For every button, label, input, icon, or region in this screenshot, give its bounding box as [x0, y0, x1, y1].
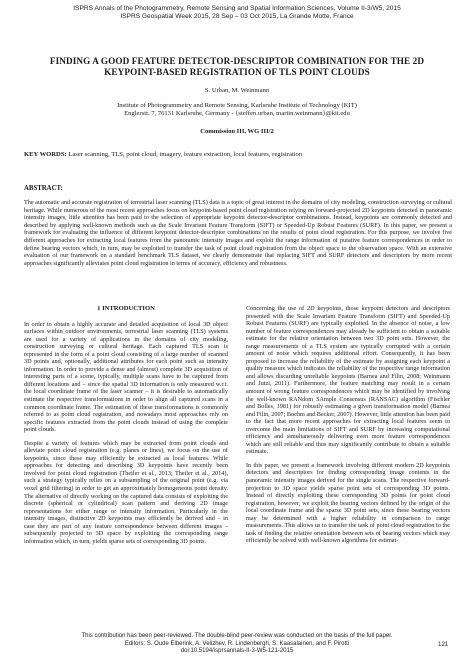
right-column	[246, 305, 450, 551]
paper-title-line-1: FINDING A GOOD FEATURE DETECTOR-DESCRIPTOR COMBINATION FOR THE 2D	[49, 56, 425, 66]
footer-line-1: This contribution has been peer-reviewed. The double-blind peer-review was conducted on the basis of the full paper.	[81, 633, 393, 639]
left-column	[24, 305, 228, 551]
keywords-text: Laser scanning, TLS, point cloud, imagery, feature extraction, local features, registration	[66, 151, 303, 158]
paper-title	[26, 56, 448, 78]
affiliation	[60, 102, 414, 118]
abstract-heading: ABSTRACT:	[24, 185, 63, 192]
commission: Commission III, WG III/2	[200, 128, 274, 135]
footer-line-2: Editors: S. Oude Elberink, A. Velizhev, R. Lindenbergh, S. Kaasalainen, and F. Pirotti	[124, 640, 350, 647]
intro-paragraph-3: Concerning the use of 2D keypoints, those keypoint detectors and descriptors presented with the Scale Invariant Feature Transform (SIFT) and Speeded-Up Robust Features (SURF) are typically exploited. In the absence of noise, a low number of feature correspondences may already be sufficient to obtain a suitable estimate for the relative orientation between two 3D point sets. However, the range measurements of a TLS system are typically corrupted with a certain amount of noise which requires additional effort. Consequently, it has been proposed to increase the reliability of the estimate by assigning each keypoint a quality measure which indicates the reliability of the respective range information and allows discarding unreliable keypoints (Barnea and Filin, 2008; Weinmann and Jutzi, 2011). Furthermore, the feature matching may result in a certain amount of wrong feature correspondences which may be identified by involving the well-known RANdom SAmple Consensus (RANSAC) algorithm (Fischler and Bolles, 1981) for robustly estimating a given transformation model (Barnea and Filin, 2007; Boehm and Becker, 2007). However, little attention has been paid to the fact that more recent approaches for extracting local features seem to overcome the main limitations of SIFT and SURF by increasing computational efficiency and simultaneously delivering even more feature correspondences which are still reliable and thus may significantly contribute to obtain a suitable estimate.	[246, 305, 450, 456]
affiliation-line-2: Englerstr. 7, 76131 Karlsruhe, Germany - {steffen.urban, martin.weinmann}@kit.edu	[124, 110, 350, 118]
keywords-label: KEY WORDS:	[24, 151, 67, 158]
footer-doi: doi:10.5194/isprsannals-II-3-W5-121-2015	[180, 648, 294, 655]
journal-header-line-1: ISPRS Annals of the Photogrammetry, Remote Sensing and Spatial Information Sciences, Volume II-3/W5, 2015	[73, 5, 401, 12]
intro-paragraph-2: Despite a variety of features which may be extracted from point clouds and alleviate point cloud registration (e.g. planes or lines), we focus on the use of keypoints, since these may efficiently be extracted as local features. While approaches for detecting and describing 3D keypoints have recently been involved for point cloud registration (Theiler et al., 2013; Theiler et al., 2014), such a strategy typically relies on a subsampling of the original point (e.g. via voxel grid filtering) in order to get an approximately homogeneous point density. The alternative of directly working on the captured data consists of exploiting the discrete (spherical or cylindrical) scan pattern and deriving 2D image representations for either range or intensity information. Particularly in the intensity images, distinctive 2D keypoints may efficiently be derived and – in case they are part of any feature correspondence between different images – subsequently projected to 3D space by exploiting the corresponding range information which, in turn, yields sparse sets of corresponding 3D points.	[24, 439, 228, 545]
authors: S. Urban, M. Weinmann	[204, 87, 270, 94]
journal-header-line-2: ISPRS Geospatial Week 2015, 28 Sep – 03 Oct 2015, La Grande Motte, France	[120, 13, 354, 20]
abstract-text: The automatic and accurate registration of terrestrial laser scanning (TLS) data is a topic of great interest in the domains of city modeling, construction surveying or cultural heritage. While numerous of the most recent approaches focus on keypoint-based point cloud registration relying on forward-projected 2D keypoints detected in panoramic intensity images, little attention has been paid to the selection of appropriate keypoint detector-descriptor combinations. Instead, keypoints are commonly detected and described by applying well-known methods such as the Scale Invariant Feature Transform (SIFT) or Speeded-Up Robust Features (SURF). In this paper, we present a framework for evaluating the influence of different keypoint detector-descriptor combinations on the results of point cloud registration. For this purpose, we involve five different approaches for extracting local features from the panoramic intensity images and exploit the range information of putative feature correspondences in order to define bearing vectors which, in turn, may be exploited to transfer the task of point cloud registration from the object space to the observation space. With an extensive evaluation of our framework on a standard benchmark TLS dataset, we clearly demonstrate that replacing SIFT and SURF detectors and descriptors by more recent approaches significantly alleviates point cloud registration in terms of accuracy, efficiency and robustness.	[24, 199, 452, 267]
page-number: 121	[438, 641, 449, 648]
section-heading-introduction: 1 INTRODUCTION	[97, 305, 155, 312]
affiliation-line-1: Institute of Photogrammetry and Remote Sensing, Karlsruhe Institute of Technology (KIT)	[117, 102, 357, 109]
journal-header	[0, 5, 474, 21]
intro-paragraph-1: In order to obtain a highly accurate and detailed acquisition of local 3D object surfaces within outdoor environments, terrestrial laser scanning (TLS) systems are used for a variety of applications in the domains of city modeling, construction surveying or cultural heritage. Each captured TLS scan is represented in the form of a point cloud consisting of a large number of scanned 3D points and, optionally, additional attributes for each point such as intensity information. In order to provide a dense and (almost) complete 3D acquisition of interesting parts of a scene, typically, multiple scans have to be captured from different locations and – since the spatial 3D information is only measured w.r.t. the local coordinate frame of the laser scanner – it is desirable to automatically estimate the respective transformations in order to align all captured scans in a common coordinate frame. The estimation of these transformations is commonly referred to as point cloud registration, and nowadays most approaches rely on specific features extracted from the point clouds instead of using the complete point clouds.	[24, 320, 228, 434]
intro-paragraph-4: In this paper, we present a framework involving different modern 2D keypoints detectors and descriptors for finding corresponding image contents in the panoramic intensity images derived for the single scans. The respective forward-projection to 3D space yields sparse point sets of corresponding 3D points. Instead of directly exploiting these corresponding 3D points for point cloud registration, however, we exploit the bearing vectors defined by the origin of the local coordinate frame and the sparse 3D point sets, since these bearing vectors may be determined with a higher reliability in comparison to range measurements. This allows us to transfer the task of point cloud registration to the task of finding the relative orientation between sets of bearing vectors which may efficiently be solved with well-known algorithms for estimat-	[246, 461, 450, 545]
keywords	[24, 151, 454, 158]
paper-title-line-2: KEYPOINT-BASED REGISTRATION OF TLS POINT CLOUDS	[104, 67, 370, 77]
page-footer	[0, 633, 474, 656]
